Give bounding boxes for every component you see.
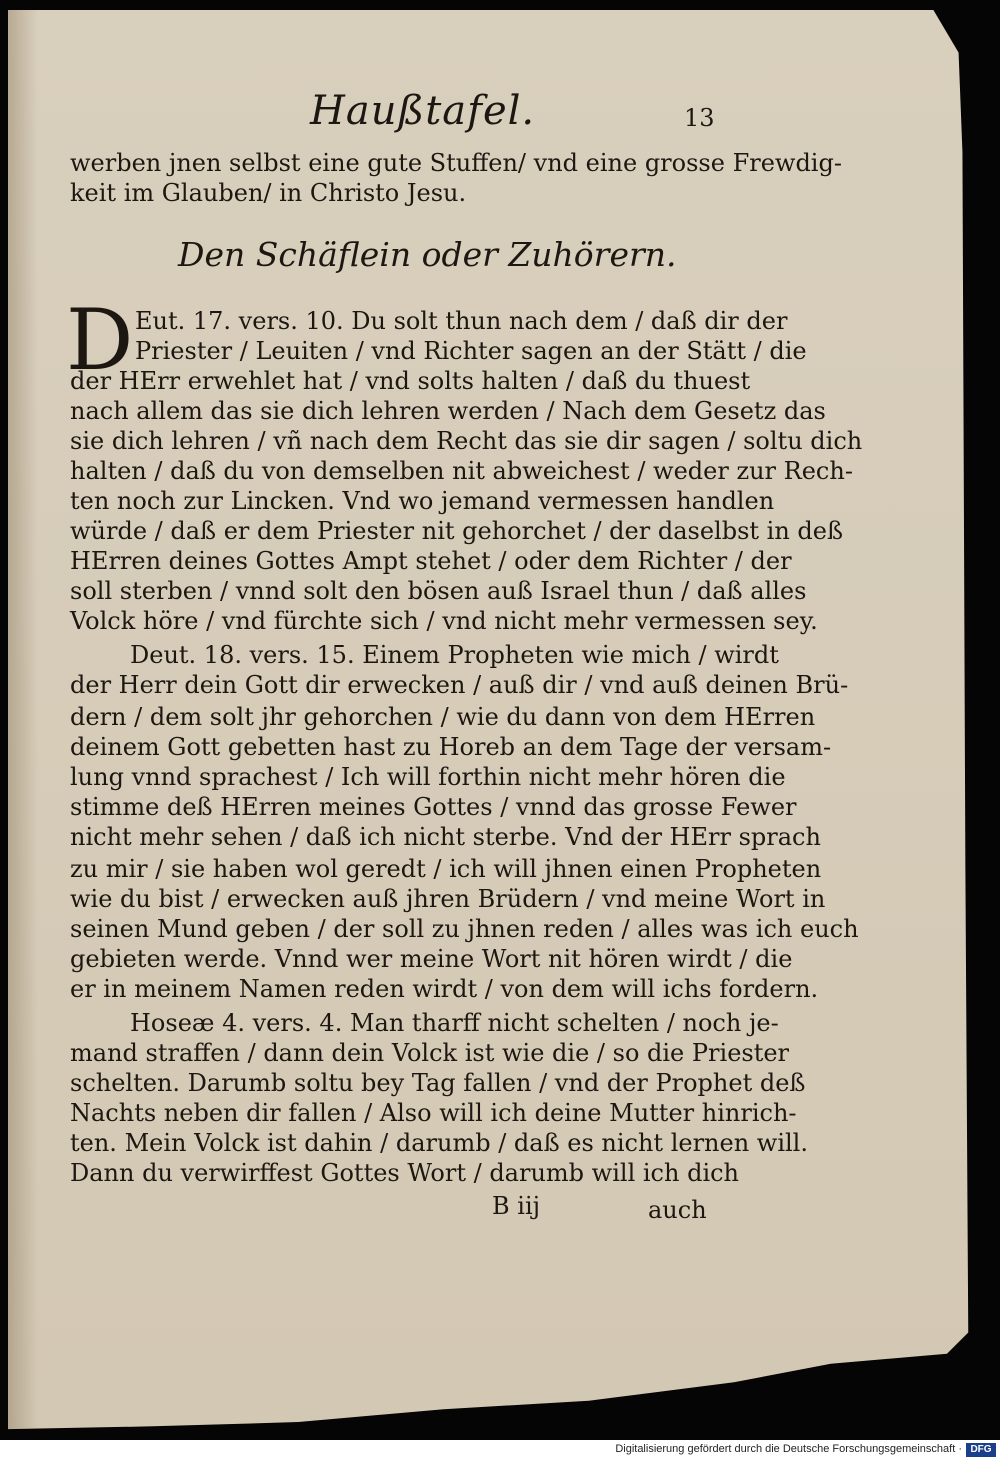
text-line: halten / daß du von demselben nit abweichest / weder zur Rech- — [70, 457, 853, 485]
text-line: Eut. 17. vers. 10. Du solt thun nach dem / daß dir der — [135, 307, 788, 335]
text-line: werben jnen selbst eine gute Stuffen/ vnd eine grosse Frewdig- — [70, 149, 842, 177]
text-line: nach allem das sie dich lehren werden / Nach dem Gesetz das — [70, 397, 826, 425]
text-line: schelten. Darumb soltu bey Tag fallen / vnd der Prophet deß — [70, 1069, 806, 1097]
text-line: der HErr erwehlet hat / vnd solts halten / daß du thuest — [70, 367, 751, 395]
text-line: HErren deines Gottes Ampt stehet / oder dem Richter / der — [70, 547, 792, 575]
footer-bar — [0, 1440, 1000, 1461]
text-line: Deut. 18. vers. 15. Einem Propheten wie mich / wirdt — [130, 641, 779, 669]
text-line: gebieten werde. Vnnd wer meine Wort nit hören wirdt / die — [70, 945, 793, 973]
text-line: stimme deß HErren meines Gottes / vnnd das grosse Fewer — [70, 793, 797, 821]
text-line: Dann du verwirffest Gottes Wort / darumb will ich dich — [70, 1159, 740, 1187]
text-line: zu mir / sie haben wol geredt / ich will jhnen einen Propheten — [70, 855, 822, 883]
text-line: er in meinem Namen reden wirdt / von dem will ichs fordern. — [70, 975, 819, 1003]
text-line: Priester / Leuiten / vnd Richter sagen an der Stätt / die — [135, 337, 807, 365]
section-heading: Den Schäflein oder Zuhörern. — [178, 235, 677, 274]
text-line: Volck höre / vnd fürchte sich / vnd nicht mehr vermessen sey. — [70, 607, 818, 635]
text-line: Nachts neben dir fallen / Also will ich deine Mutter hinrich- — [70, 1099, 797, 1127]
drop-cap: D — [66, 291, 134, 389]
text-line: deinem Gott gebetten hast zu Horeb an dem Tage der versam- — [70, 733, 832, 761]
funding-notice: Digitalisierung gefördert durch die Deutsche Forschungsgemeinschaft · — [615, 1443, 962, 1455]
running-head: Haußtafel. — [310, 88, 536, 134]
text-line: wie du bist / erwecken auß jhren Brüdern / vnd meine Wort in — [70, 885, 826, 913]
text-line: soll sterben / vnnd solt den bösen auß Israel thun / daß alles — [70, 577, 807, 605]
text-line: der Herr dein Gott dir erwecken / auß dir / vnd auß deinen Brü- — [70, 671, 849, 699]
signature-mark: B iij — [492, 1192, 541, 1220]
dfg-logo-icon: DFG — [966, 1443, 996, 1457]
text-line: ten. Mein Volck ist dahin / darumb / daß es nicht lernen will. — [70, 1129, 808, 1157]
text-line: keit im Glauben/ in Christo Jesu. — [70, 179, 467, 207]
text-line: würde / daß er dem Priester nit gehorchet / der daselbst in deß — [70, 517, 844, 545]
text-line: ten noch zur Lincken. Vnd wo jemand vermessen handlen — [70, 487, 775, 515]
catchword: auch — [648, 1196, 707, 1224]
text-line: Hoseæ 4. vers. 4. Man tharff nicht schelten / noch je- — [130, 1009, 779, 1037]
text-line: seinen Mund geben / der soll zu jhnen reden / alles was ich euch — [70, 915, 859, 943]
text-line: nicht mehr sehen / daß ich nicht sterbe. Vnd der HErr sprach — [70, 823, 821, 851]
text-line: sie dich lehren / vñ nach dem Recht das sie dir sagen / soltu dich — [70, 427, 863, 455]
page-number: 13 — [684, 104, 715, 132]
text-line: lung vnnd sprachest / Ich will forthin nicht mehr hören die — [70, 763, 786, 791]
text-line: dern / dem solt jhr gehorchen / wie du dann von dem HErren — [70, 703, 816, 731]
text-line: mand straffen / dann dein Volck ist wie die / so die Priester — [70, 1039, 790, 1067]
